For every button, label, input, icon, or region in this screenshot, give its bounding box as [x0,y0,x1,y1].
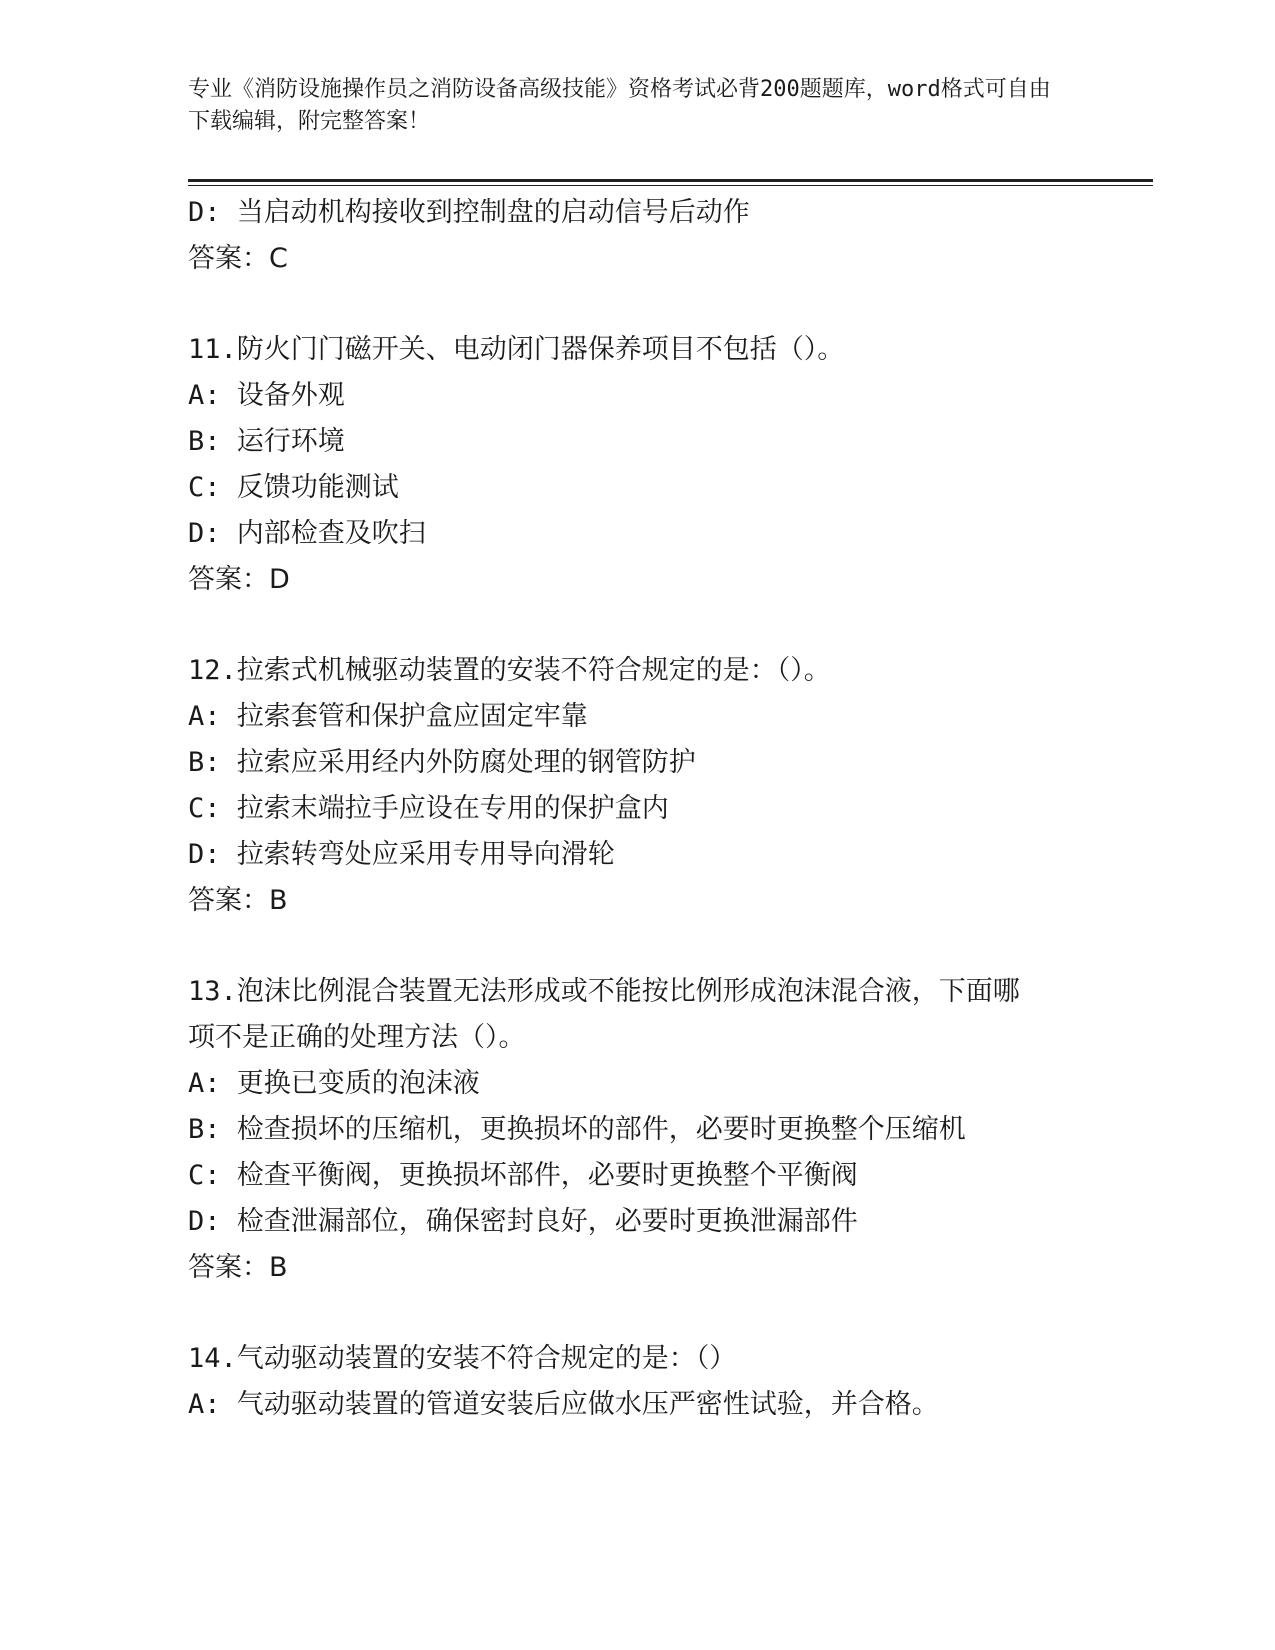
q11-option-d: D: 内部检查及吹扫 [188,518,426,549]
q13-option-b: B: 检查损坏的压缩机，更换损坏的部件，必要时更换整个压缩机 [188,1114,966,1145]
question-13-line-2: 项不是正确的处理方法（）。 [188,1022,526,1053]
prev-answer: 答案：C [188,243,288,274]
prev-option-d: D: 当启动机构接收到控制盘的启动信号后动作 [188,197,750,228]
question-11: 11.防火门门磁开关、电动闭门器保养项目不包括（）。 [188,334,845,365]
q11-option-c: C: 反馈功能测试 [188,472,399,503]
q13-option-d: D: 检查泄漏部位，确保密封良好，必要时更换泄漏部件 [188,1206,858,1237]
q12-option-a: A: 拉索套管和保护盒应固定牢靠 [188,701,588,732]
q12-answer: 答案：B [188,885,288,916]
question-12: 12.拉索式机械驱动装置的安装不符合规定的是：（）。 [188,655,831,686]
document-header: 专业《消防设施操作员之消防设备高级技能》资格考试必背200题题库，word格式可自由下载编辑，附完整答案！ [188,77,1051,134]
q11-option-b: B: 运行环境 [188,426,345,457]
q12-option-b: B: 拉索应采用经内外防腐处理的钢管防护 [188,747,696,778]
q12-option-c: C: 拉索末端拉手应设在专用的保护盒内 [188,793,669,824]
q14-option-a: A: 气动驱动装置的管道安装后应做水压严密性试验，并合格。 [188,1389,939,1420]
q13-option-c: C: 检查平衡阀，更换损坏部件，必要时更换整个平衡阀 [188,1160,858,1191]
q11-answer: 答案：D [188,564,290,595]
header-rule-thick [188,179,1153,182]
question-13-line-1: 13.泡沫比例混合装置无法形成或不能按比例形成泡沫混合液，下面哪 [188,976,1020,1007]
document-body [188,190,1088,1428]
q13-answer: 答案：B [188,1252,288,1283]
q12-option-d: D: 拉索转弯处应采用专用导向滑轮 [188,839,615,870]
header-rule-thin [188,185,1153,186]
question-14: 14.气动驱动装置的安装不符合规定的是：（） [188,1343,737,1374]
q13-option-a: A: 更换已变质的泡沫液 [188,1068,480,1099]
q11-option-a: A: 设备外观 [188,380,345,411]
